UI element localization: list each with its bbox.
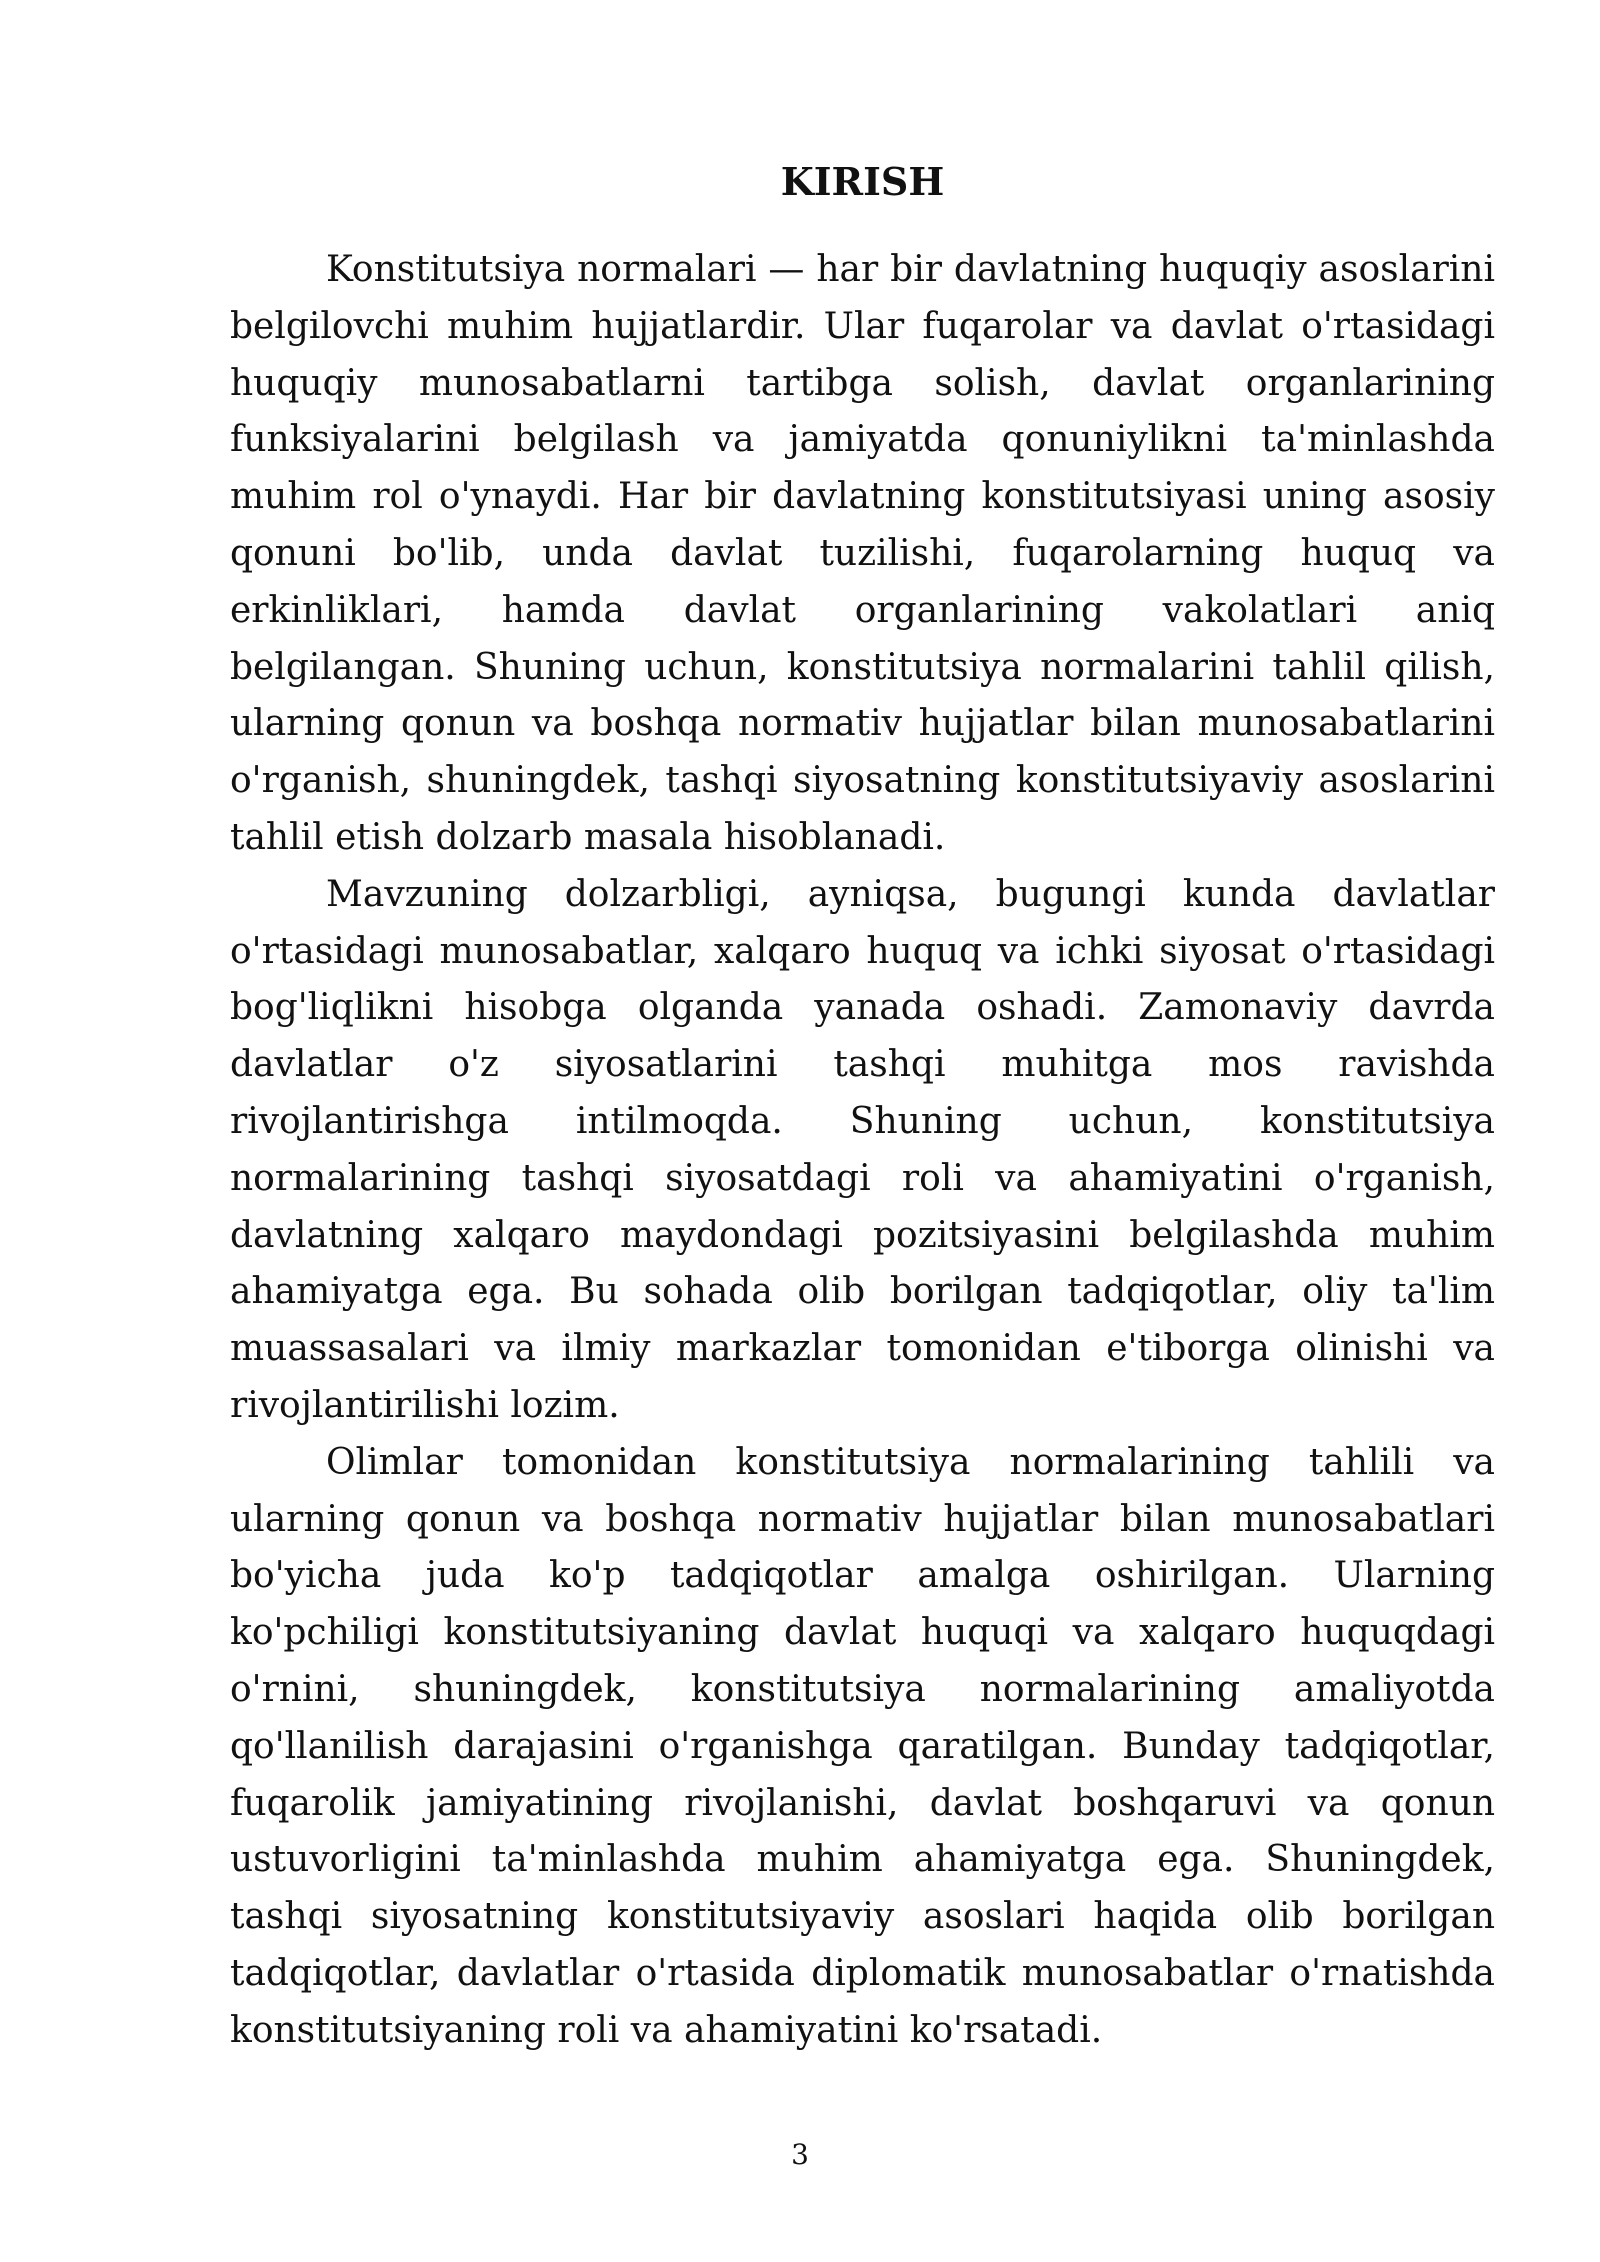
body-text [230,242,1495,2060]
paragraph-1: Konstitutsiya normalari — har bir davlatning huquqiy asoslarini belgilovchi muhim hujjatlardir. Ular fuqarolar va davlat o'rtasidagi huquqiy munosabatlarni tartibga solish, davlat organlarining funksiyalarini belgilash va jamiyatda qonuniylikni ta'minlashda muhim rol o'ynaydi. Har bir davlatning konstitutsiyasi uning asosiy qonuni bo'lib, unda davlat tuzilishi, fuqarolarning huquq va erkinliklari, hamda davlat organlarining vakolatlari aniq belgilangan. Shuning uchun, konstitutsiya normalarini tahlil qilish, ularning qonun va boshqa normativ hujjatlar bilan munosabatlarini o'rganish, shuningdek, tashqi siyosatning konstitutsiyaviy asoslarini tahlil etish dolzarb masala hisoblanadi. [230,249,1495,858]
page-title: KIRISH [780,159,945,204]
paragraph-3: Olimlar tomonidan konstitutsiya normalarining tahlili va ularning qonun va boshqa normativ hujjatlar bilan munosabatlari bo'yicha juda ko'p tadqiqotlar amalga oshirilgan. Ularning ko'pchiligi konstitutsiyaning davlat huquqi va xalqaro huquqdagi o'rnini, shuningdek, konstitutsiya normalarining amaliyotda qo'llanilish darajasini o'rganishga qaratilgan. Bunday tadqiqotlar, fuqarolik jamiyatining rivojlanishi, davlat boshqaruvi va qonun ustuvorligini ta'minlashda muhim ahamiyatga ega. Shuningdek, tashqi siyosatning konstitutsiyaviy asoslari haqida olib borilgan tadqiqotlar, davlatlar o'rtasida diplomatik munosabatlar o'rnatishda konstitutsiyaning roli va ahamiyatini ko'rsatadi. [230,1441,1495,2051]
paragraph-2: Mavzuning dolzarbligi, ayniqsa, bugungi kunda davlatlar o'rtasidagi munosabatlar, xalqaro huquq va ichki siyosat o'rtasidagi bog'liqlikni hisobga olganda yanada oshadi. Zamonaviy davrda davlatlar o'z siyosatlarini tashqi muhitga mos ravishda rivojlantirishga intilmoqda. Shuning uchun, konstitutsiya normalarining tashqi siyosatdagi roli va ahamiyatini o'rganish, davlatning xalqaro maydondagi pozitsiyasini belgilashda muhim ahamiyatga ega. Bu sohada olib borilgan tadqiqotlar, oliy ta'lim muassasalari va ilmiy markazlar tomonidan e'tiborga olinishi va rivojlantirilishi lozim. [230,873,1495,1426]
page-number: 3 [791,2138,809,2171]
